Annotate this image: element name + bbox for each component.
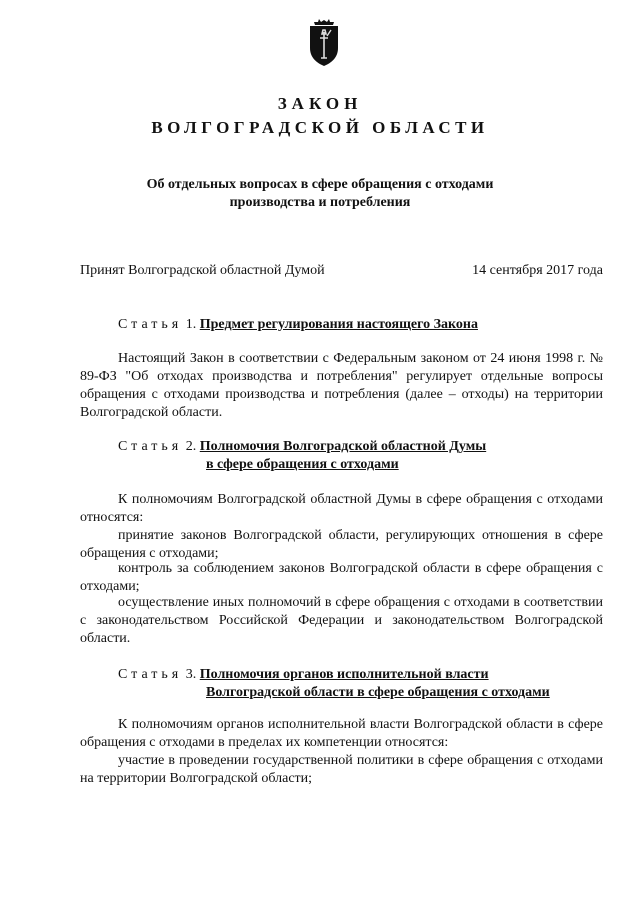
subtitle-line-2: производства и потребления (229, 195, 411, 210)
law-title: ЗАКОН (277, 94, 363, 113)
article-3-paragraph: К полномочиям органов исполнительной власти Волгоградской области в сфере обращения с отходами в пределах их компетенции относятся: (80, 717, 603, 750)
article-2-paragraph: контроль за соблюдением законов Волгоградской области в сфере обращения с отходами; (80, 561, 603, 594)
adoption-date: 14 сентября 2017 года (472, 263, 603, 278)
article-title: Предмет регулирования настоящего Закона (199, 317, 478, 332)
adoption-line (80, 263, 603, 279)
article-title-continued: в сфере обращения с отходами (206, 457, 399, 472)
article-3-paragraph: участие в проведении государственной политики в сфере обращения с отходами на территории Волгоградской области; (80, 753, 603, 786)
article-number: 3. (185, 667, 197, 682)
article-2-heading (118, 438, 603, 474)
law-subtitle (0, 176, 640, 212)
article-2-paragraph: К полномочиям Волгоградской областной Думы в сфере обращения с отходами относятся: (80, 492, 603, 525)
subtitle-line-1: Об отдельных вопросах в сфере обращения с отходами (146, 177, 494, 192)
article-number: 2. (185, 439, 197, 454)
region-title: ВОЛГОГРАДСКОЙ ОБЛАСТИ (151, 118, 489, 137)
article-3-heading (118, 666, 603, 702)
article-number: 1. (185, 317, 197, 332)
article-1-heading (118, 316, 603, 334)
volgograd-coat-of-arms-icon (304, 18, 344, 68)
adopted-by: Принят Волгоградской областной Думой (80, 263, 325, 278)
article-word: Статья (118, 667, 183, 682)
article-title-continued: Волгоградской области в сфере обращения с отходами (206, 685, 550, 700)
article-title: Полномочия органов исполнительной власти (199, 667, 489, 682)
article-2-paragraph: осуществление иных полномочий в сфере обращения с отходами в соответствии с законодательством Российской Федерации и законодательством Волгоградской области. (80, 595, 603, 646)
article-2-paragraph: принятие законов Волгоградской области, регулирующих отношения в сфере обращения с отходами; (80, 528, 603, 561)
article-1-paragraph: Настоящий Закон в соответствии с Федеральным законом от 24 июня 1998 г. № 89-ФЗ "Об отходах производства и потребления" регулирует отдельные вопросы обращения с отходами производства и потребления (далее – отходы) на территории Волгоградской области. (80, 351, 603, 420)
article-word: Статья (118, 317, 183, 332)
article-title: Полномочия Волгоградской областной Думы (199, 439, 487, 454)
article-word: Статья (118, 439, 183, 454)
